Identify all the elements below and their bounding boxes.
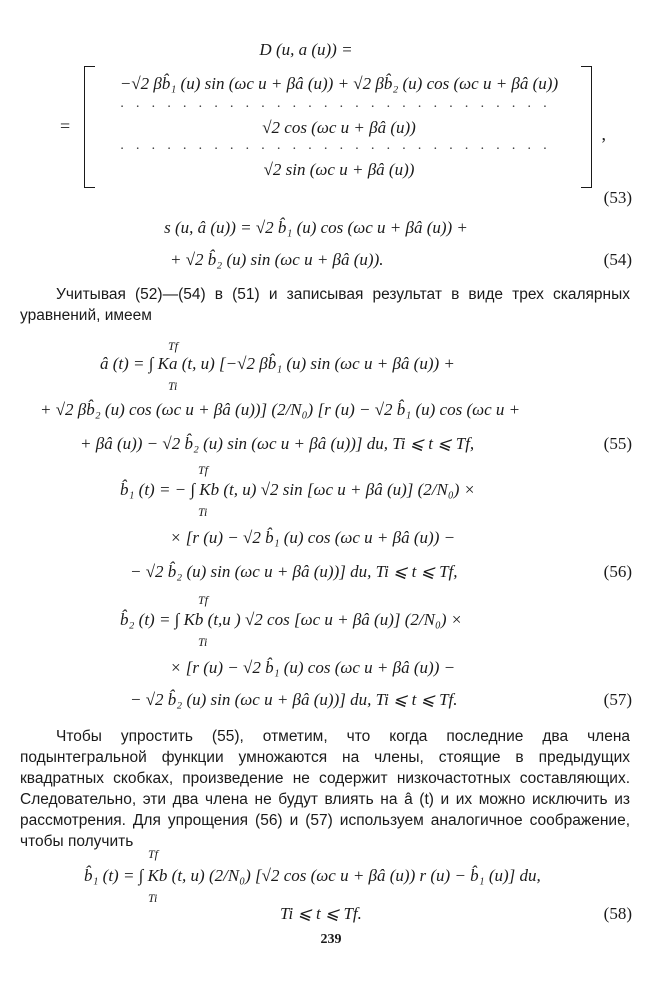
integral-upper-limit: Tf [168,339,179,353]
matrix-53 [60,66,606,190]
paragraph-2: Чтобы упростить (55), отметим, что когда последние два члена подынтегральной функции умножаются на члены, стоящие в предыдущих квадратных скобках, произведение не содержит низкочастотных составляющих. Следовательно, эти два члена не будут влиять на â (t) и их можно исключить из рассмотрения. Для упрощения (56) и (57) используем аналогичное соображение, чтобы получить [20,728,630,850]
matrix-dots: ···························· [119,100,559,115]
equals-sign: = [60,116,71,136]
equation-56-line-1: Tf Ti b̂₁ (t) = − ∫ Kb (t, u) √2 sin [ωc u + βâ (u)] (2/N₀) × [120,463,476,519]
equation-text: D (u, a (u)) = [259,40,353,59]
matrix-row-1: −√2 βb̂₁ (u) sin (ωc u + βâ (u)) + √2 βb̂₂ (u) cos (ωc u + βâ (u)) [119,74,559,93]
equation-number-56: (56) [603,562,632,581]
comma: , [601,124,606,144]
integral-lower-limit: Ti [168,379,178,393]
matrix-row-3: √2 sin (ωc u + βâ (u)) [263,160,415,179]
page-number: 239 [320,932,342,947]
matrix-row-2: √2 cos (ωc u + βâ (u)) [262,118,416,137]
equation-55-line-1: Tf Ti â (t) = ∫ Ka (t, u) [−√2 βb̂₁ (u) sin (ωc u + βâ (u)) + [40,336,632,396]
right-bracket [581,66,592,188]
paragraph-1: Учитывая (52)—(54) в (51) и записывая результат в виде трех скалярных уравнений, имеем [20,286,630,324]
matrix-dots: ···························· [119,142,559,157]
equation-number-54: (54) [603,250,632,269]
equation-number-58: (58) [603,904,632,923]
left-bracket [84,66,95,188]
equation-number-57: (57) [603,690,632,709]
equation-58-line-1: Tf Ti b̂₁ (t) = ∫ Kb (t, u) (2/N₀) [√2 cos (ωc u + βâ (u)) r (u) − b̂₁ (u)] du, [84,847,541,905]
equation-57-line-1: Tf Ti b̂₂ (t) = ∫ Kb (t,u ) √2 cos [ωc u + βâ (u)] (2/N₀) × [120,593,463,649]
equation-number-55: (55) [603,434,632,453]
